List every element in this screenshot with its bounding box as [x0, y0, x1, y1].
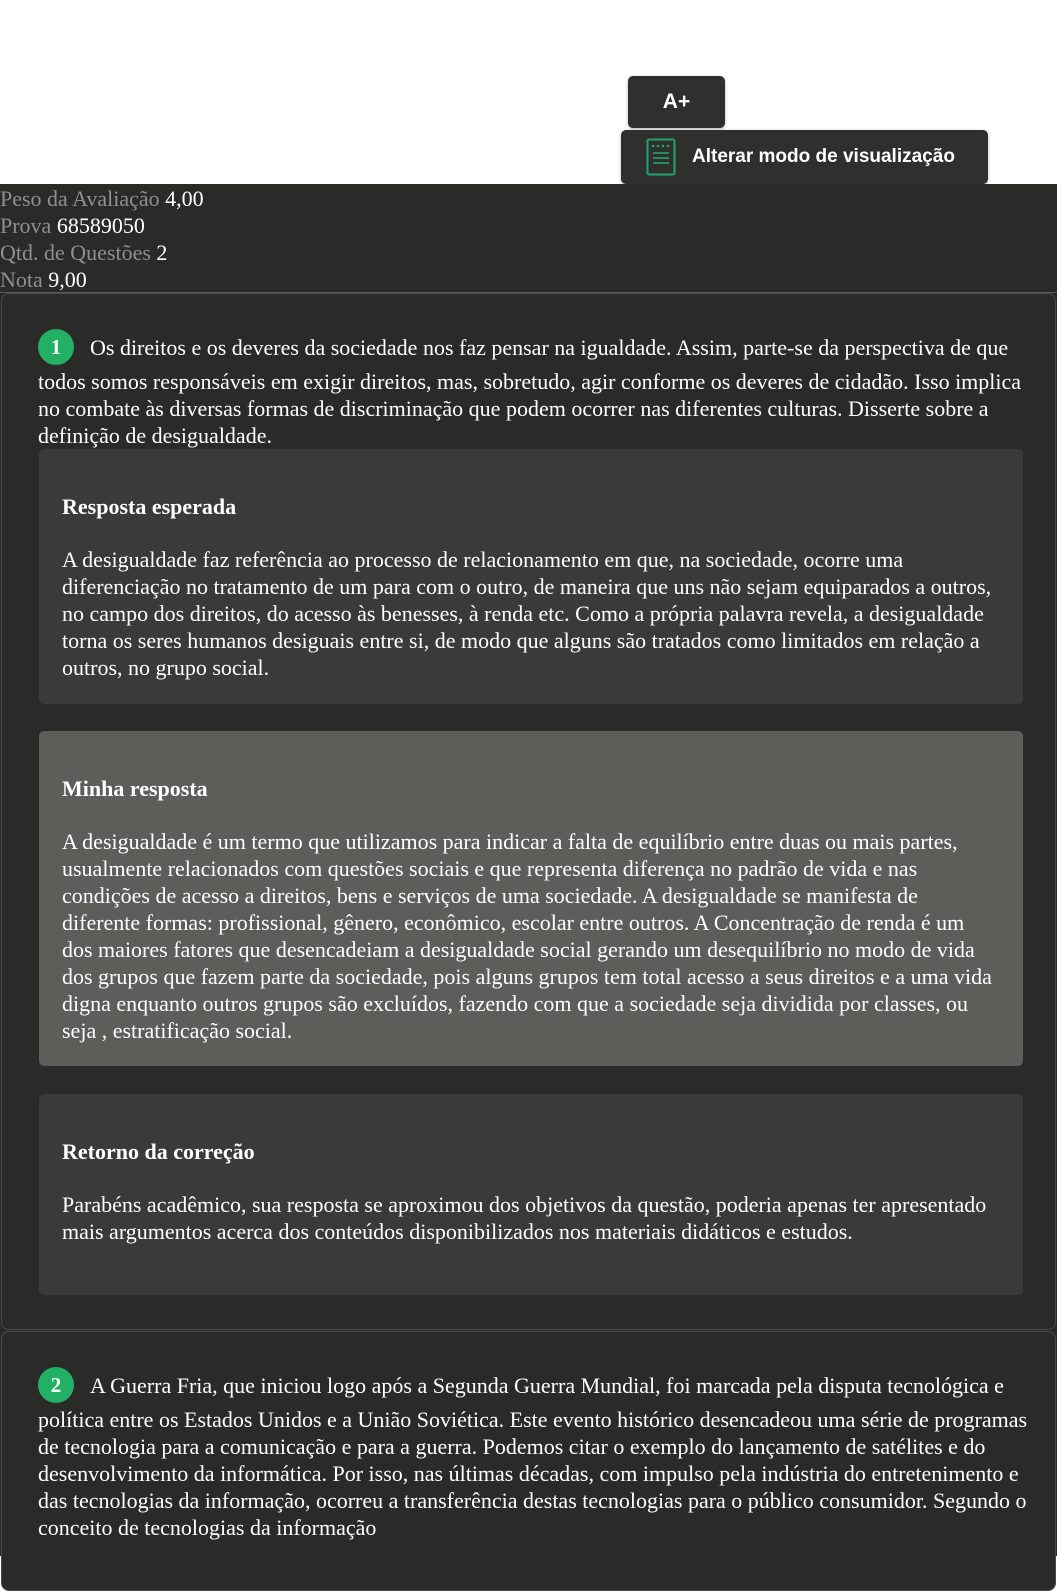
change-view-mode-button[interactable]: [621, 130, 988, 184]
exam-id-row: Prova 68589050: [0, 213, 145, 238]
grade-row: Nota 9,00: [0, 267, 87, 292]
question-card-1: [1, 293, 1056, 1330]
increase-font-label: A+: [662, 90, 691, 113]
feedback-title: Retorno da correção: [62, 1139, 255, 1164]
my-answer-title: Minha resposta: [62, 776, 208, 801]
expected-answer-title: Resposta esperada: [62, 494, 237, 519]
increase-font-button[interactable]: [628, 76, 725, 128]
question-card-2: [1, 1331, 1056, 1591]
question-count-row: Qtd. de Questões 2: [0, 240, 168, 265]
grade-value: 9,00: [48, 267, 87, 292]
my-answer-text: A desigualdade é um termo que utilizamos para indicar a falta de equilíbrio entre duas ou mais partes, usualmente relacionados com questões sociais e que representa diferença no padrão de vida e nas condições de acesso a direitos, bens e serviços de uma sociedade. A desigualdade se manifesta de diferente formas: profissional, gênero, econômico, escolar entre outros. A Concentração de renda é um dos maiores fatores que desencadeiam a desigualdade social gerando um desequilíbrio no modo de vida dos grupos que fazem parte da sociedade, pois alguns grupos tem total acesso a seus direitos e a uma vida digna enquanto outros grupos são excluídos, fazendo com que a sociedade seja dividida por classes, ou seja , estratificação social.: [62, 829, 992, 1043]
document-icon: [646, 138, 676, 176]
question-number-badge: 1: [38, 329, 74, 365]
question-count-value: 2: [156, 240, 168, 265]
question-text: 2 A Guerra Fria, que iniciou logo após a Segunda Guerra Mundial, foi marcada pela disputa tecnológica e política entre os Estados Unidos e a União Soviética. Este evento histórico desencadeou uma série de programas de tecnologia para a comunicação e para a guerra. Podemos citar o exemplo do lançamento de satélites e do desenvolvimento da informática. Por isso, nas últimas décadas, com impulso pela indústria do entretenimento e das tecnologias da informação, ocorreu a transferência destas tecnologias para o público consumidor. Segundo o conceito de tecnologias da informação: [38, 1370, 1028, 1541]
feedback-panel: [39, 1094, 1023, 1295]
feedback-text: Parabéns acadêmico, sua resposta se aproximou dos objetivos da questão, poderia apenas ter apresentado mais argumentos acerca dos conteúdos disponibilizados nos materiais didáticos e estudos.: [62, 1192, 987, 1244]
exam-weight-row: Peso da Avaliação 4,00: [0, 186, 204, 211]
exam-id-value: 68589050: [56, 213, 145, 238]
my-answer-panel: [39, 731, 1023, 1066]
change-view-mode-label: Alterar modo de visualização: [692, 146, 955, 167]
question-number-badge: 2: [38, 1367, 74, 1403]
expected-answer-panel: [39, 449, 1023, 704]
expected-answer-text: A desigualdade faz referência ao processo de relacionamento em que, na sociedade, ocorre uma diferenciação no tratamento de um para com o outro, de maneira que uns não sejam equiparados a outros, no campo dos direitos, do acesso às benesses, à renda etc. Como a própria palavra revela, a desigualdade torna os seres humanos desiguais entre si, de modo que alguns são tratados como limitados em relação a outros, no grupo social.: [62, 547, 992, 680]
question-text: 1 Os direitos e os deveres da sociedade nos faz pensar na igualdade. Assim, parte-se da perspectiva de que todos somos responsáveis em exigir direitos, mas, sobretudo, agir conforme os deveres de cidadão. Isso implica no combate às diversas formas de discriminação que podem ocorrer nas diferentes culturas. Disserte sobre a definição de desigualdade.: [38, 332, 1028, 449]
exam-info: [0, 185, 204, 293]
exam-weight-value: 4,00: [165, 186, 204, 211]
